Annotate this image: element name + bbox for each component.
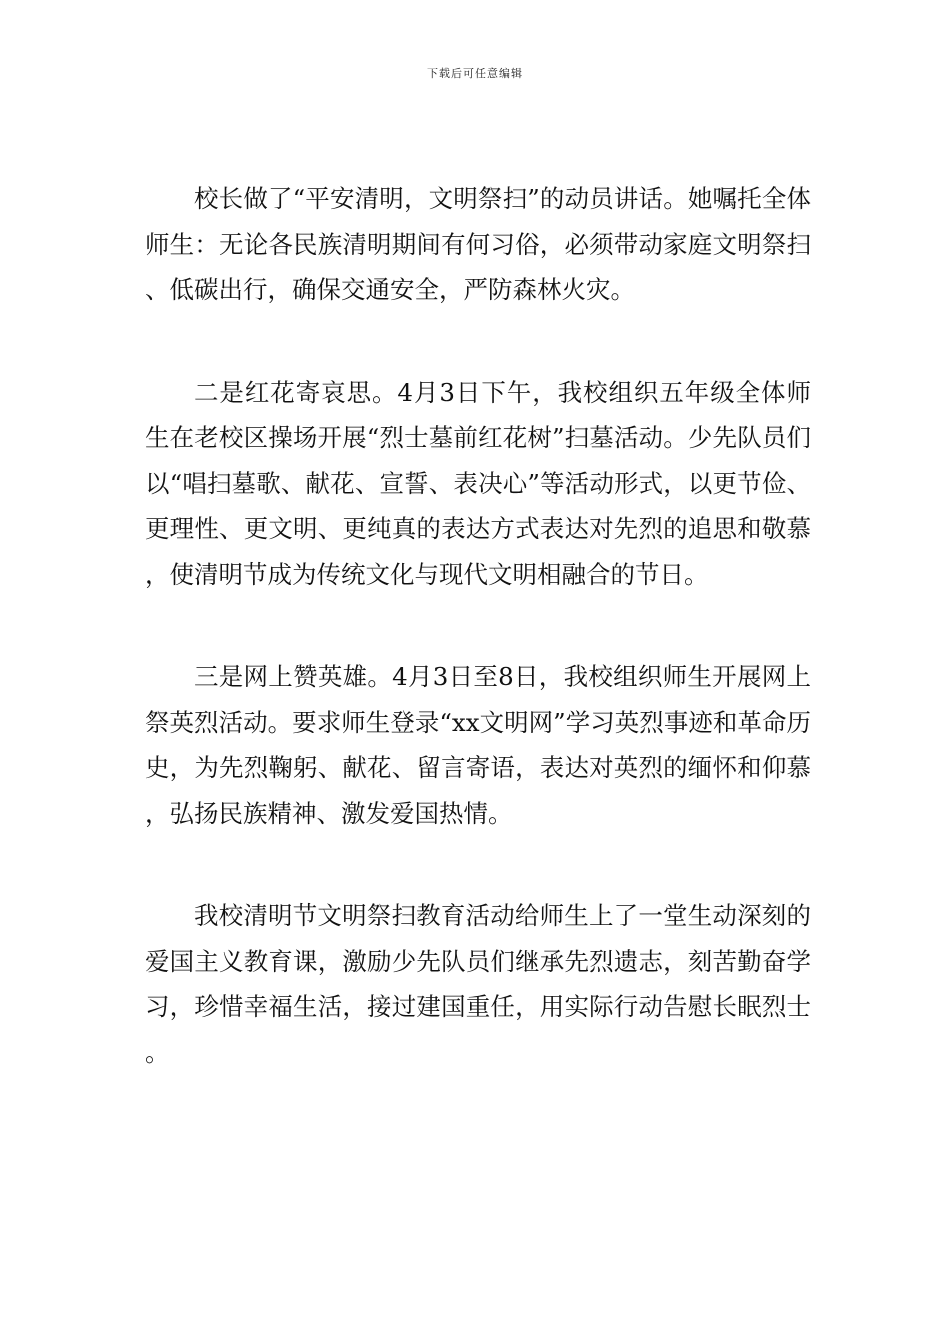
paragraph-speech: 校长做了“平安清明，文明祭扫”的动员讲话。她嘱托全体师生：无论各民族清明期间有何习俗，必须带动家庭文明祭扫、低碳出行，确保交通安全，严防森林火灾。: [145, 184, 811, 304]
page-header-note: 下载后可任意编辑: [427, 67, 523, 80]
paragraph-conclusion: 我校清明节文明祭扫教育活动给师生上了一堂生动深刻的爱国主义教育课，激励少先队员们继承先烈遗志，刻苦勤奋学习，珍惜幸福生活，接过建国重任，用实际行动告慰长眠烈士。: [145, 901, 811, 1067]
document-body: [145, 176, 811, 1132]
paragraph-red-flowers: 二是红花寄哀思。4月3日下午，我校组织五年级全体师生在老校区操场开展“烈士墓前红花树”扫墓活动。少先队员们以“唱扫墓歌、献花、宣誓、表决心”等活动形式，以更节俭、更理性、更文明、更纯真的表达方式表达对先烈的追思和敬慕，使清明节成为传统文化与现代文明相融合的节日。: [145, 377, 811, 589]
paragraph-online-heroes: 三是网上赞英雄。4月3日至8日，我校组织师生开展网上祭英烈活动。要求师生登录“xx文明网”学习英烈事迹和革命历史，为先烈鞠躬、献花、留言寄语，表达对英烈的缅怀和仰慕，弘扬民族精神、激发爱国热情。: [145, 662, 811, 828]
